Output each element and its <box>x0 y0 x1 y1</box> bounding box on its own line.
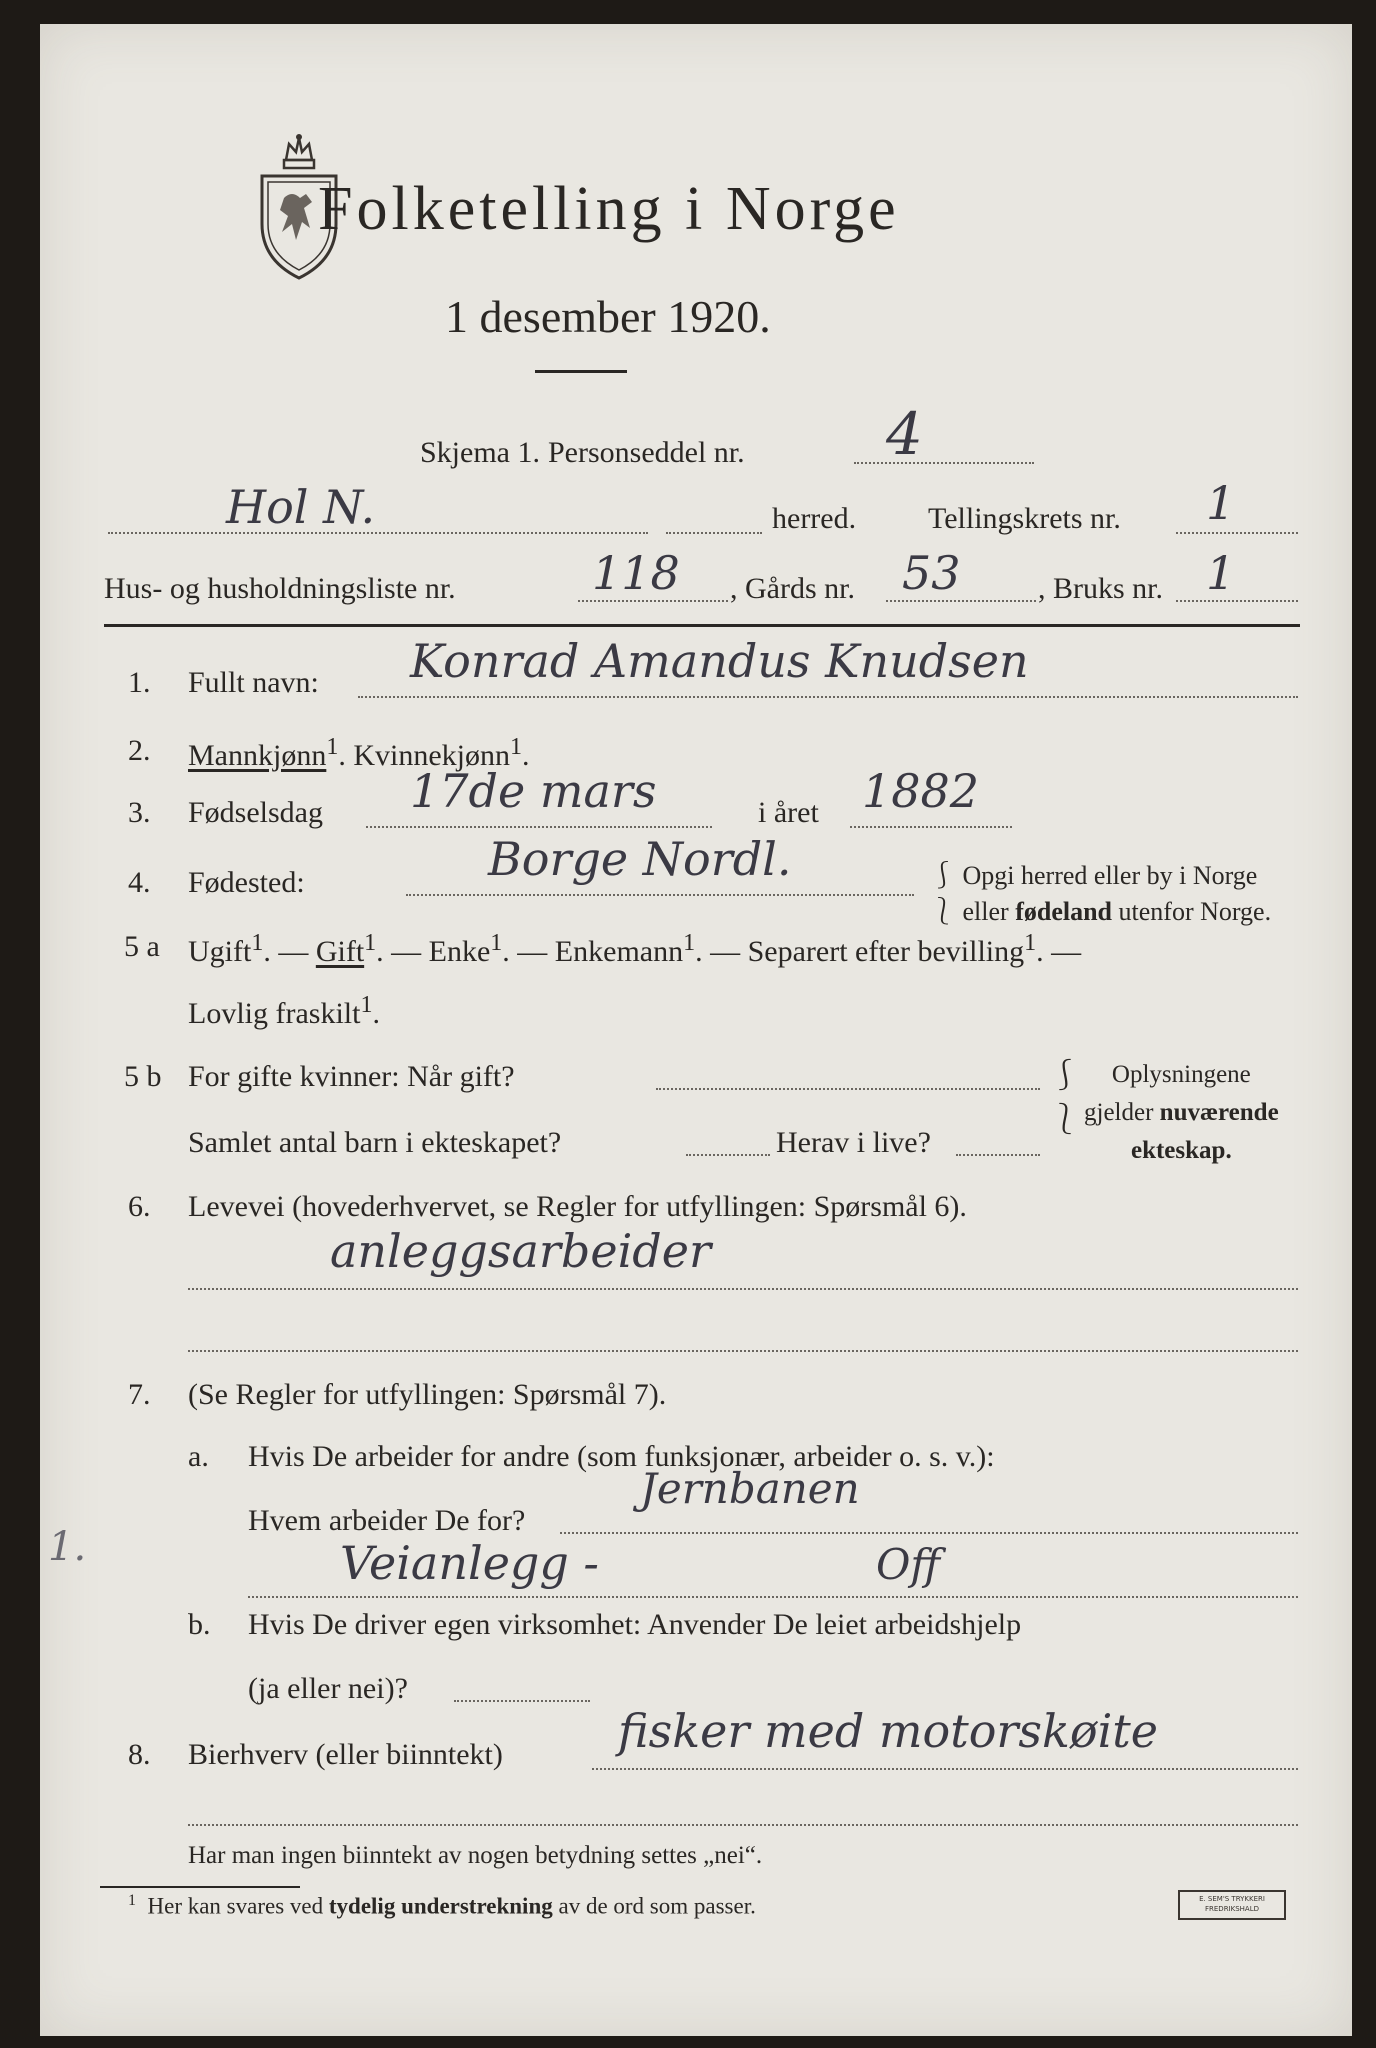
husliste-value: 118 <box>592 546 680 600</box>
q5a-gift: Gift <box>315 935 365 968</box>
q7a-field1 <box>560 1532 1298 1534</box>
footnote-rule <box>100 1886 300 1888</box>
q1-number: 1. <box>128 666 151 699</box>
husliste-field <box>578 600 728 602</box>
form-title: Folketelling i Norge <box>318 175 900 243</box>
q5b-label3: Herav i live? <box>776 1126 931 1159</box>
q6-field2 <box>188 1350 1298 1352</box>
q4-note-line1: ⎰ Opgi herred eller by i Norge <box>930 861 1258 890</box>
gards-field <box>886 600 1036 602</box>
q5b-field3 <box>956 1154 1040 1156</box>
q5a-options: Ugift$^1$. — Gift$^1$. — Enke$^1$. — Enkemann$^1$. — Separert efter bevilling$^1$. — <box>188 930 1082 968</box>
tellingskrets-label: Tellingskrets nr. <box>928 502 1121 535</box>
q5b-number: 5 b <box>124 1060 162 1093</box>
q8-value: fisker med motorskøite <box>618 1704 1158 1758</box>
personseddel-field <box>854 462 1034 464</box>
gards-value: 53 <box>902 546 961 600</box>
q6-field1 <box>188 1288 1298 1290</box>
tellingskrets-value: 1 <box>1206 476 1236 530</box>
q2-mann: Mannkjønn <box>188 739 327 772</box>
census-date: 1 desember 1920. <box>445 291 771 342</box>
herred-field <box>108 532 648 534</box>
q5b-field2 <box>686 1154 770 1156</box>
q8-field2 <box>188 1824 1298 1826</box>
q7a-value2: Veianlegg - <box>340 1536 599 1590</box>
bruks-field <box>1176 600 1298 602</box>
q8-field1 <box>592 1768 1298 1770</box>
q4-value: Borge Nordl. <box>488 832 792 886</box>
q4-field <box>406 894 914 896</box>
q4-note-line2: ⎱ eller fødeland utenfor Norge. <box>930 897 1272 926</box>
q4-label: Fødested: <box>188 866 305 899</box>
q4-number: 4. <box>128 866 151 899</box>
q3-day-value: 17de mars <box>410 764 657 818</box>
printer-stamp: E. SEM'S TRYKKERI FREDRIKSHALD <box>1178 1890 1286 1920</box>
schema-label: Skjema 1. <box>420 436 540 469</box>
q6-value: anleggsarbeider <box>330 1224 711 1278</box>
q2-end: . <box>521 739 530 772</box>
q7b-field <box>454 1700 590 1702</box>
herred-field-extra <box>666 532 762 534</box>
q7a-value1: Jernbanen <box>640 1464 860 1513</box>
q7a-value3: Off <box>876 1540 941 1589</box>
q2-kvinne: Kvinnekjønn <box>353 739 510 772</box>
tellingskrets-field <box>1176 532 1298 534</box>
census-form <box>40 24 1352 2036</box>
q7a-question: Hvem arbeider De for? <box>248 1504 526 1537</box>
q6-label: Levevei (hovederhvervet, se Regler for utfyllingen: Spørsmål 6). <box>188 1190 967 1223</box>
q5a-number: 5 a <box>124 930 160 963</box>
personseddel-label: Personseddel nr. <box>548 436 745 469</box>
q3-label: Fødselsdag <box>188 796 323 829</box>
q5b-note: Oplysningene gjelder nuværende ekteskap. <box>1084 1061 1279 1164</box>
bruks-value: 1 <box>1206 546 1236 600</box>
q1-label: Fullt navn: <box>188 666 319 699</box>
q5b-label2: Samlet antal barn i ekteskapet? <box>188 1126 562 1159</box>
personseddel-value: 4 <box>886 400 923 468</box>
q2-dot: . <box>338 739 346 772</box>
bruks-label: , Bruks nr. <box>1038 572 1164 605</box>
q8-label: Bierhverv (eller biinntekt) <box>188 1738 503 1771</box>
q3-day-field <box>366 826 712 828</box>
margin-mark: 1. <box>48 1524 87 1570</box>
footnote: $^1$ Her kan svares ved tydelig understrekning av de ord som passer. <box>128 1892 756 1919</box>
q1-field <box>358 696 1298 698</box>
q2-number: 2. <box>128 734 151 767</box>
q8-number: 8. <box>128 1738 151 1771</box>
title-divider <box>535 370 627 373</box>
q7a-number: a. <box>188 1440 209 1473</box>
q5b-label1: For gifte kvinner: Når gift? <box>188 1060 515 1093</box>
q5a-line2: Lovlig fraskilt$^1$. <box>188 992 380 1030</box>
q5b-brace: ⎰ ⎱ <box>1050 1059 1080 1136</box>
q3-year-label: i året <box>758 796 819 829</box>
q1-value: Konrad Amandus Knudsen <box>410 634 1029 688</box>
q5b-field1 <box>656 1088 1040 1090</box>
q7-label: (Se Regler for utfyllingen: Spørsmål 7). <box>188 1378 667 1411</box>
q3-year-field <box>850 826 1012 828</box>
q7-number: 7. <box>128 1378 151 1411</box>
q7b-label: Hvis De driver egen virksomhet: Anvender De leiet arbeidshjelp <box>248 1608 1022 1641</box>
q2-sup1: 1 <box>326 734 339 760</box>
q7b-question: (ja eller nei)? <box>248 1672 408 1705</box>
q6-number: 6. <box>128 1190 151 1223</box>
q3-year-value: 1882 <box>862 764 980 818</box>
herred-value: Hol N. <box>226 480 376 534</box>
q7a-label: Hvis De arbeider for andre (som funksjonær, arbeider o. s. v.): <box>248 1440 995 1473</box>
q3-number: 3. <box>128 796 151 829</box>
header-rule <box>104 624 1300 627</box>
q7b-number: b. <box>188 1608 211 1641</box>
q4-note-brace <box>930 858 1271 930</box>
gards-label: , Gårds nr. <box>730 572 855 605</box>
husliste-label: Hus- og husholdningsliste nr. <box>104 572 456 605</box>
q7a-field2 <box>248 1596 1298 1598</box>
herred-label: herred. <box>772 502 857 535</box>
footer-note: Har man ingen biinntekt av nogen betydning settes „nei“. <box>188 1842 763 1869</box>
q2-sup2: 1 <box>509 734 522 760</box>
